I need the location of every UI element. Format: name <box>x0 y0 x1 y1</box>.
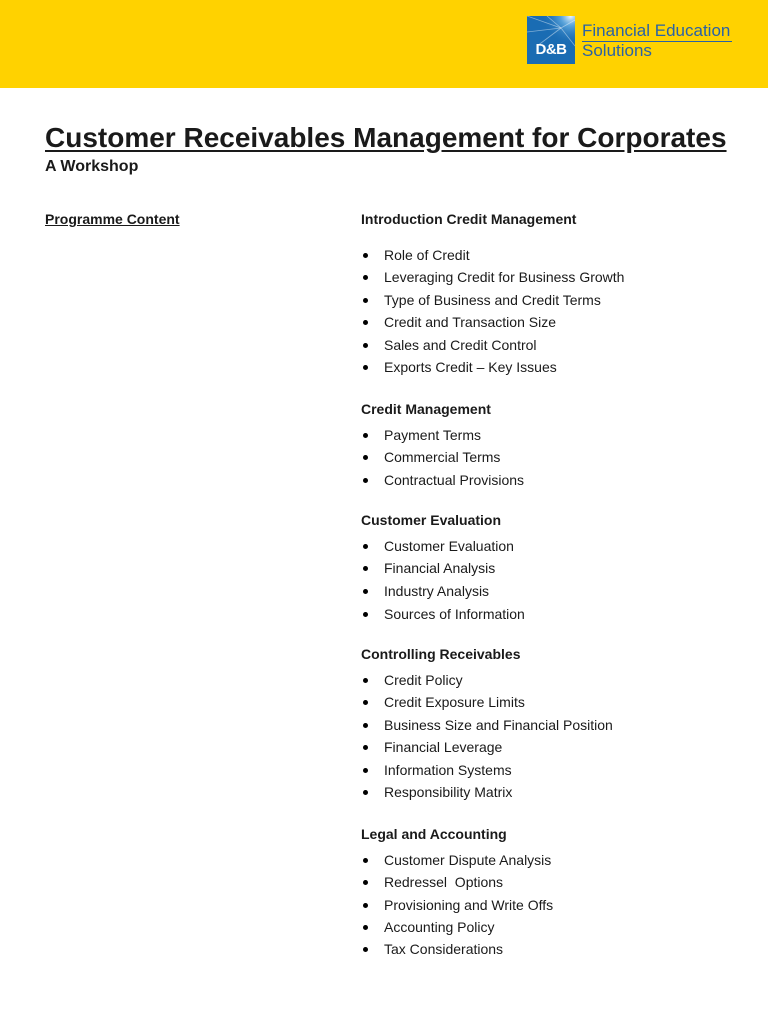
bullet-icon <box>363 365 368 370</box>
list-item <box>361 246 761 268</box>
bullet-icon <box>363 566 368 571</box>
list-item-text: Credit Exposure Limits <box>384 694 525 711</box>
bullet-icon <box>363 768 368 773</box>
list-item-text: Financial Analysis <box>384 560 496 577</box>
bullet-icon <box>363 700 368 705</box>
section-item-list <box>361 246 761 376</box>
list-item-text: Information Systems <box>384 761 512 778</box>
programme-content-label: Programme Content <box>45 211 180 227</box>
list-item <box>361 582 761 605</box>
list-item-text: Type of Business and Credit Terms <box>384 291 601 308</box>
section-item-list <box>361 537 761 623</box>
bullet-icon <box>363 298 368 303</box>
list-item <box>361 671 761 694</box>
list-item <box>361 448 761 470</box>
list-item <box>361 761 761 784</box>
content-section <box>361 511 761 623</box>
bullet-icon <box>363 343 368 348</box>
list-item <box>361 940 761 958</box>
bullet-icon <box>363 925 368 930</box>
list-item-text: Customer Dispute Analysis <box>384 852 552 869</box>
bullet-icon <box>363 745 368 750</box>
section-item-list <box>361 426 761 489</box>
list-item <box>361 268 761 290</box>
bullet-icon <box>363 880 368 885</box>
bullet-icon <box>363 455 368 460</box>
list-item-text: Leveraging Credit for Business Growth <box>384 269 625 286</box>
list-item <box>361 918 761 940</box>
dnb-logo <box>527 16 575 64</box>
list-item-text: Financial Leverage <box>384 739 503 756</box>
list-item <box>361 873 761 895</box>
programme-content <box>361 210 761 958</box>
header-banner <box>0 0 768 88</box>
list-item-text: Tax Considerations <box>384 941 504 958</box>
content-section <box>361 825 761 958</box>
list-item <box>361 605 761 623</box>
bullet-icon <box>363 589 368 594</box>
list-item <box>361 336 761 358</box>
list-item <box>361 896 761 918</box>
section-heading: Customer Evaluation <box>361 511 502 528</box>
list-item-text: Sales and Credit Control <box>384 336 537 353</box>
list-item-text: Redressel Options <box>384 874 504 891</box>
list-item <box>361 358 761 376</box>
list-item-text: Credit Policy <box>384 671 463 688</box>
section-item-list <box>361 671 761 802</box>
list-item-text: Business Size and Financial Position <box>384 716 613 733</box>
list-item-text: Credit and Transaction Size <box>384 314 556 331</box>
bullet-icon <box>363 253 368 258</box>
bullet-icon <box>363 903 368 908</box>
bullet-icon <box>363 947 368 952</box>
list-item <box>361 471 761 489</box>
list-item-text: Sources of Information <box>384 605 525 622</box>
content-section <box>361 645 761 802</box>
section-heading: Legal and Accounting <box>361 826 507 843</box>
bullet-icon <box>363 678 368 683</box>
page-title: Customer Receivables Management for Corporates <box>45 122 727 153</box>
bullet-icon <box>363 858 368 863</box>
list-item <box>361 851 761 873</box>
bullet-icon <box>363 478 368 483</box>
list-item-text: Customer Evaluation <box>384 537 514 554</box>
content-section <box>361 210 761 376</box>
bullet-icon <box>363 320 368 325</box>
bullet-icon <box>363 723 368 728</box>
logo-text-line1: Financial Education <box>582 21 731 40</box>
list-item <box>361 537 761 560</box>
list-item-text: Provisioning and Write Offs <box>384 896 554 913</box>
list-item-text: Responsibility Matrix <box>384 784 513 801</box>
list-item-text: Contractual Provisions <box>384 471 525 488</box>
list-item-text: Industry Analysis <box>384 582 490 599</box>
bullet-icon <box>363 433 368 438</box>
logo-mark-text: D&B <box>535 41 567 58</box>
list-item-text: Role of Credit <box>384 247 470 263</box>
list-item <box>361 738 761 761</box>
page-subtitle: A Workshop <box>45 158 139 175</box>
section-heading: Credit Management <box>361 400 491 417</box>
list-item <box>361 783 761 801</box>
list-item-text: Commercial Terms <box>384 449 501 466</box>
section-heading: Introduction Credit Management <box>361 211 577 227</box>
bullet-icon <box>363 790 368 795</box>
bullet-icon <box>363 275 368 280</box>
list-item <box>361 426 761 448</box>
list-item <box>361 559 761 582</box>
list-item <box>361 291 761 313</box>
section-item-list <box>361 851 761 958</box>
bullet-icon <box>363 612 368 617</box>
list-item-text: Accounting Policy <box>384 918 495 935</box>
list-item-text: Exports Credit – Key Issues <box>384 358 557 375</box>
bullet-icon <box>363 544 368 549</box>
list-item <box>361 313 761 335</box>
list-item <box>361 716 761 739</box>
content-section <box>361 400 761 489</box>
list-item <box>361 693 761 716</box>
section-heading: Controlling Receivables <box>361 645 521 662</box>
logo-text-line2: Solutions <box>582 41 652 60</box>
list-item-text: Payment Terms <box>384 426 481 443</box>
